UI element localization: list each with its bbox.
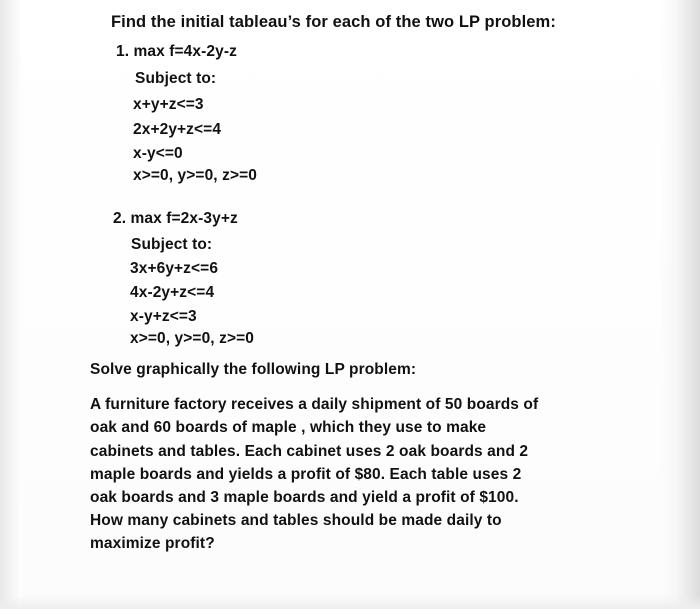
word-problem-line-2: oak and 60 boards of maple , which they use to make xyxy=(90,419,487,436)
problem2-nonnegativity: x>=0, y>=0, z>=0 xyxy=(130,330,254,347)
word-problem-line-6: How many cabinets and tables should be made daily to xyxy=(90,512,502,529)
tableau-heading: Find the initial tableau’s for each of the two LP problem: xyxy=(111,13,556,31)
problem2-subject-label: Subject to: xyxy=(131,236,213,253)
problem1-constraint-3: x-y<=0 xyxy=(133,145,183,162)
left-shadow xyxy=(0,0,22,609)
word-problem-line-3: cabinets and tables. Each cabinet uses 2 oak boards and 2 xyxy=(90,443,529,460)
graphical-heading: Solve graphically the following LP problem: xyxy=(90,361,417,378)
problem2-constraint-1: 3x+6y+z<=6 xyxy=(130,260,219,277)
problem1-title: 1. max f=4x-2y-z xyxy=(116,43,237,60)
problem1-constraint-2: 2x+2y+z<=4 xyxy=(133,121,222,138)
problem2-constraint-2: 4x-2y+z<=4 xyxy=(130,284,215,301)
problem1-nonnegativity: x>=0, y>=0, z>=0 xyxy=(133,167,257,184)
problem1-constraint-1: x+y+z<=3 xyxy=(133,96,204,113)
word-problem-line-4: maple boards and yields a profit of $80. Each table uses 2 xyxy=(90,466,522,483)
problem2-title: 2. max f=2x-3y+z xyxy=(113,210,238,227)
word-problem-line-5: oak boards and 3 maple boards and yield a profit of $100. xyxy=(90,489,519,506)
problem2-constraint-3: x-y+z<=3 xyxy=(130,308,197,325)
word-problem-line-7: maximize profit? xyxy=(90,535,215,552)
right-shadow xyxy=(660,0,700,609)
problem1-subject-label: Subject to: xyxy=(135,70,217,87)
word-problem-line-1: A furniture factory receives a daily shipment of 50 boards of xyxy=(90,396,539,413)
bottom-shadow xyxy=(0,595,700,609)
